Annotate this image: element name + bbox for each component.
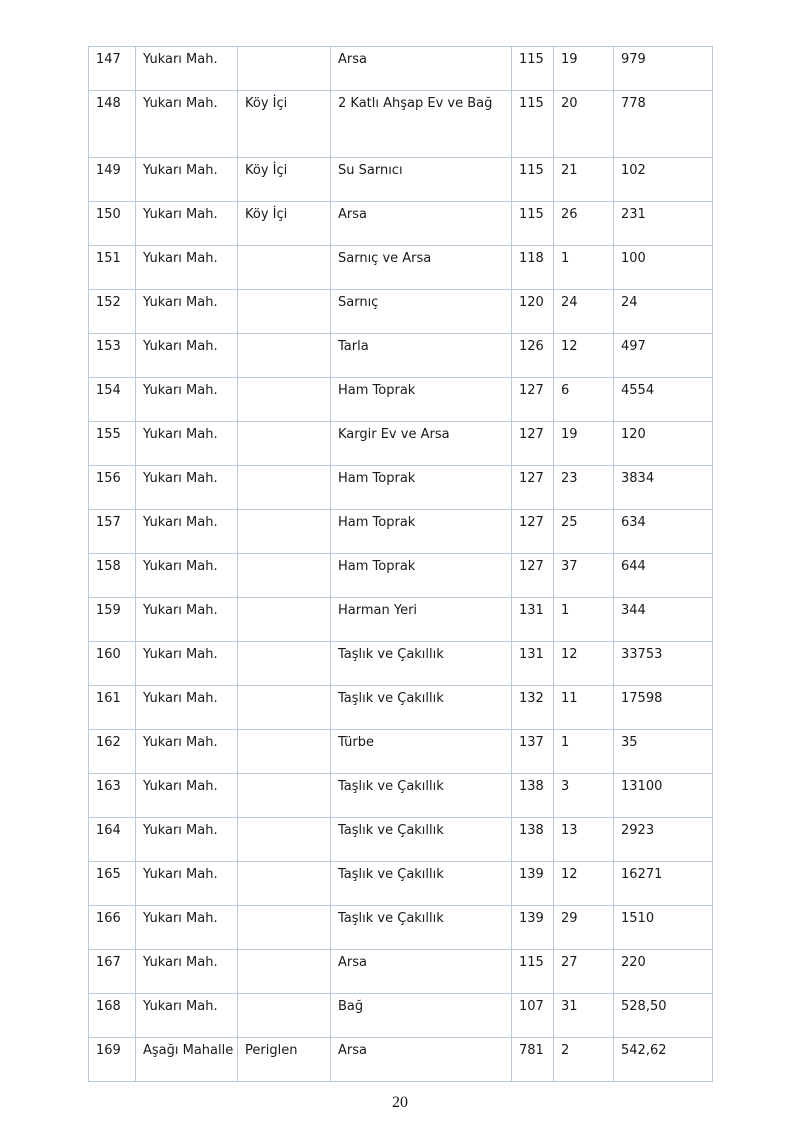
cell-block: 120	[512, 290, 554, 334]
cell-block: 139	[512, 906, 554, 950]
cell-neighborhood: Yukarı Mah.	[136, 642, 238, 686]
cell-property-type: Su Sarnıcı	[331, 158, 512, 202]
cell-property-type: Ham Toprak	[331, 378, 512, 422]
table-row	[89, 334, 713, 378]
table-row	[89, 246, 713, 290]
cell-parcel: 19	[554, 422, 614, 466]
cell-parcel: 6	[554, 378, 614, 422]
table-body	[89, 47, 713, 1082]
cell-property-type: Taşlık ve Çakıllık	[331, 906, 512, 950]
cell-row-number: 150	[89, 202, 136, 246]
cell-location: Köy İçi	[238, 91, 331, 158]
cell-property-type: Arsa	[331, 47, 512, 91]
cell-neighborhood: Yukarı Mah.	[136, 91, 238, 158]
cell-row-number: 159	[89, 598, 136, 642]
cell-property-type: Ham Toprak	[331, 466, 512, 510]
table-row	[89, 202, 713, 246]
cell-location	[238, 510, 331, 554]
cell-neighborhood: Yukarı Mah.	[136, 554, 238, 598]
cell-neighborhood: Yukarı Mah.	[136, 950, 238, 994]
cell-neighborhood: Yukarı Mah.	[136, 202, 238, 246]
table-row	[89, 1038, 713, 1082]
cell-parcel: 3	[554, 774, 614, 818]
cell-parcel: 23	[554, 466, 614, 510]
cell-property-type: Kargir Ev ve Arsa	[331, 422, 512, 466]
cell-block: 107	[512, 994, 554, 1038]
cell-location	[238, 334, 331, 378]
cell-neighborhood: Yukarı Mah.	[136, 158, 238, 202]
table-row	[89, 906, 713, 950]
cell-neighborhood: Yukarı Mah.	[136, 378, 238, 422]
cell-area: 778	[614, 91, 713, 158]
cell-row-number: 166	[89, 906, 136, 950]
cell-location	[238, 290, 331, 334]
cell-property-type: Harman Yeri	[331, 598, 512, 642]
cell-location	[238, 246, 331, 290]
cell-block: 138	[512, 774, 554, 818]
cell-row-number: 163	[89, 774, 136, 818]
cell-neighborhood: Yukarı Mah.	[136, 334, 238, 378]
cell-row-number: 157	[89, 510, 136, 554]
table-row	[89, 91, 713, 158]
cell-area: 120	[614, 422, 713, 466]
cell-location	[238, 466, 331, 510]
cell-block: 115	[512, 950, 554, 994]
cell-parcel: 12	[554, 862, 614, 906]
table-row	[89, 686, 713, 730]
cell-area: 528,50	[614, 994, 713, 1038]
cell-area: 344	[614, 598, 713, 642]
cell-row-number: 165	[89, 862, 136, 906]
cell-property-type: Bağ	[331, 994, 512, 1038]
table-row	[89, 862, 713, 906]
cell-block: 131	[512, 642, 554, 686]
cell-property-type: Arsa	[331, 202, 512, 246]
cell-neighborhood: Aşağı Mahalle	[136, 1038, 238, 1082]
cell-row-number: 161	[89, 686, 136, 730]
cell-parcel: 21	[554, 158, 614, 202]
cell-neighborhood: Yukarı Mah.	[136, 510, 238, 554]
cell-location	[238, 378, 331, 422]
cell-location	[238, 598, 331, 642]
cell-neighborhood: Yukarı Mah.	[136, 290, 238, 334]
cell-area: 634	[614, 510, 713, 554]
cell-area: 17598	[614, 686, 713, 730]
cell-neighborhood: Yukarı Mah.	[136, 994, 238, 1038]
cell-neighborhood: Yukarı Mah.	[136, 730, 238, 774]
cell-row-number: 153	[89, 334, 136, 378]
cell-property-type: Taşlık ve Çakıllık	[331, 862, 512, 906]
page-number: 20	[392, 1094, 408, 1111]
cell-row-number: 158	[89, 554, 136, 598]
table-row	[89, 466, 713, 510]
cell-parcel: 37	[554, 554, 614, 598]
cell-property-type: Arsa	[331, 950, 512, 994]
table-row	[89, 642, 713, 686]
cell-area: 220	[614, 950, 713, 994]
cell-location	[238, 774, 331, 818]
cell-location: Periglen	[238, 1038, 331, 1082]
cell-location	[238, 47, 331, 91]
cell-parcel: 19	[554, 47, 614, 91]
cell-row-number: 164	[89, 818, 136, 862]
cell-neighborhood: Yukarı Mah.	[136, 818, 238, 862]
table-row	[89, 994, 713, 1038]
cell-parcel: 13	[554, 818, 614, 862]
cell-property-type: Ham Toprak	[331, 554, 512, 598]
cell-parcel: 11	[554, 686, 614, 730]
cell-area: 644	[614, 554, 713, 598]
cell-property-type: 2 Katlı Ahşap Ev ve Bağ	[331, 91, 512, 158]
cell-parcel: 1	[554, 598, 614, 642]
cell-row-number: 167	[89, 950, 136, 994]
cell-row-number: 169	[89, 1038, 136, 1082]
table-row	[89, 774, 713, 818]
cell-location	[238, 422, 331, 466]
cell-row-number: 156	[89, 466, 136, 510]
cell-block: 127	[512, 510, 554, 554]
cell-location: Köy İçi	[238, 202, 331, 246]
cell-location	[238, 906, 331, 950]
cell-parcel: 20	[554, 91, 614, 158]
table-row	[89, 422, 713, 466]
cell-row-number: 154	[89, 378, 136, 422]
cell-property-type: Sarnıç	[331, 290, 512, 334]
cell-area: 24	[614, 290, 713, 334]
cell-property-type: Arsa	[331, 1038, 512, 1082]
cell-row-number: 151	[89, 246, 136, 290]
cell-location	[238, 862, 331, 906]
cell-parcel: 1	[554, 246, 614, 290]
cell-block: 131	[512, 598, 554, 642]
parcel-table	[88, 46, 713, 1082]
cell-neighborhood: Yukarı Mah.	[136, 774, 238, 818]
table-row	[89, 818, 713, 862]
cell-block: 138	[512, 818, 554, 862]
cell-block: 139	[512, 862, 554, 906]
cell-property-type: Taşlık ve Çakıllık	[331, 686, 512, 730]
cell-row-number: 149	[89, 158, 136, 202]
table-row	[89, 510, 713, 554]
cell-area: 542,62	[614, 1038, 713, 1082]
cell-parcel: 12	[554, 642, 614, 686]
cell-location: Köy İçi	[238, 158, 331, 202]
cell-area: 497	[614, 334, 713, 378]
table-row	[89, 730, 713, 774]
cell-neighborhood: Yukarı Mah.	[136, 466, 238, 510]
table-row	[89, 950, 713, 994]
cell-property-type: Taşlık ve Çakıllık	[331, 642, 512, 686]
cell-block: 115	[512, 202, 554, 246]
cell-property-type: Sarnıç ve Arsa	[331, 246, 512, 290]
cell-property-type: Türbe	[331, 730, 512, 774]
cell-parcel: 26	[554, 202, 614, 246]
cell-block: 127	[512, 466, 554, 510]
cell-parcel: 1	[554, 730, 614, 774]
cell-block: 132	[512, 686, 554, 730]
cell-block: 127	[512, 378, 554, 422]
cell-location	[238, 642, 331, 686]
cell-location	[238, 994, 331, 1038]
cell-area: 33753	[614, 642, 713, 686]
cell-area: 3834	[614, 466, 713, 510]
cell-parcel: 2	[554, 1038, 614, 1082]
cell-area: 2923	[614, 818, 713, 862]
cell-area: 13100	[614, 774, 713, 818]
cell-neighborhood: Yukarı Mah.	[136, 686, 238, 730]
cell-block: 118	[512, 246, 554, 290]
cell-parcel: 12	[554, 334, 614, 378]
table-row	[89, 290, 713, 334]
cell-block: 781	[512, 1038, 554, 1082]
cell-property-type: Ham Toprak	[331, 510, 512, 554]
cell-property-type: Taşlık ve Çakıllık	[331, 818, 512, 862]
cell-location	[238, 554, 331, 598]
table-row	[89, 378, 713, 422]
cell-row-number: 155	[89, 422, 136, 466]
cell-area: 4554	[614, 378, 713, 422]
cell-neighborhood: Yukarı Mah.	[136, 47, 238, 91]
cell-area: 100	[614, 246, 713, 290]
cell-neighborhood: Yukarı Mah.	[136, 862, 238, 906]
cell-location	[238, 818, 331, 862]
table-row	[89, 598, 713, 642]
cell-neighborhood: Yukarı Mah.	[136, 906, 238, 950]
cell-area: 35	[614, 730, 713, 774]
cell-location	[238, 730, 331, 774]
cell-row-number: 160	[89, 642, 136, 686]
cell-row-number: 162	[89, 730, 136, 774]
cell-block: 127	[512, 422, 554, 466]
cell-location	[238, 686, 331, 730]
cell-parcel: 29	[554, 906, 614, 950]
cell-block: 127	[512, 554, 554, 598]
cell-row-number: 152	[89, 290, 136, 334]
cell-property-type: Taşlık ve Çakıllık	[331, 774, 512, 818]
table-row	[89, 554, 713, 598]
cell-parcel: 25	[554, 510, 614, 554]
cell-parcel: 31	[554, 994, 614, 1038]
cell-area: 231	[614, 202, 713, 246]
cell-block: 137	[512, 730, 554, 774]
cell-neighborhood: Yukarı Mah.	[136, 246, 238, 290]
cell-row-number: 147	[89, 47, 136, 91]
cell-block: 115	[512, 158, 554, 202]
cell-neighborhood: Yukarı Mah.	[136, 422, 238, 466]
table-row	[89, 158, 713, 202]
cell-area: 979	[614, 47, 713, 91]
cell-block: 115	[512, 47, 554, 91]
cell-row-number: 168	[89, 994, 136, 1038]
cell-area: 102	[614, 158, 713, 202]
cell-block: 126	[512, 334, 554, 378]
cell-row-number: 148	[89, 91, 136, 158]
cell-location	[238, 950, 331, 994]
table-row	[89, 47, 713, 91]
cell-area: 16271	[614, 862, 713, 906]
cell-property-type: Tarla	[331, 334, 512, 378]
cell-parcel: 27	[554, 950, 614, 994]
cell-neighborhood: Yukarı Mah.	[136, 598, 238, 642]
cell-block: 115	[512, 91, 554, 158]
cell-area: 1510	[614, 906, 713, 950]
cell-parcel: 24	[554, 290, 614, 334]
